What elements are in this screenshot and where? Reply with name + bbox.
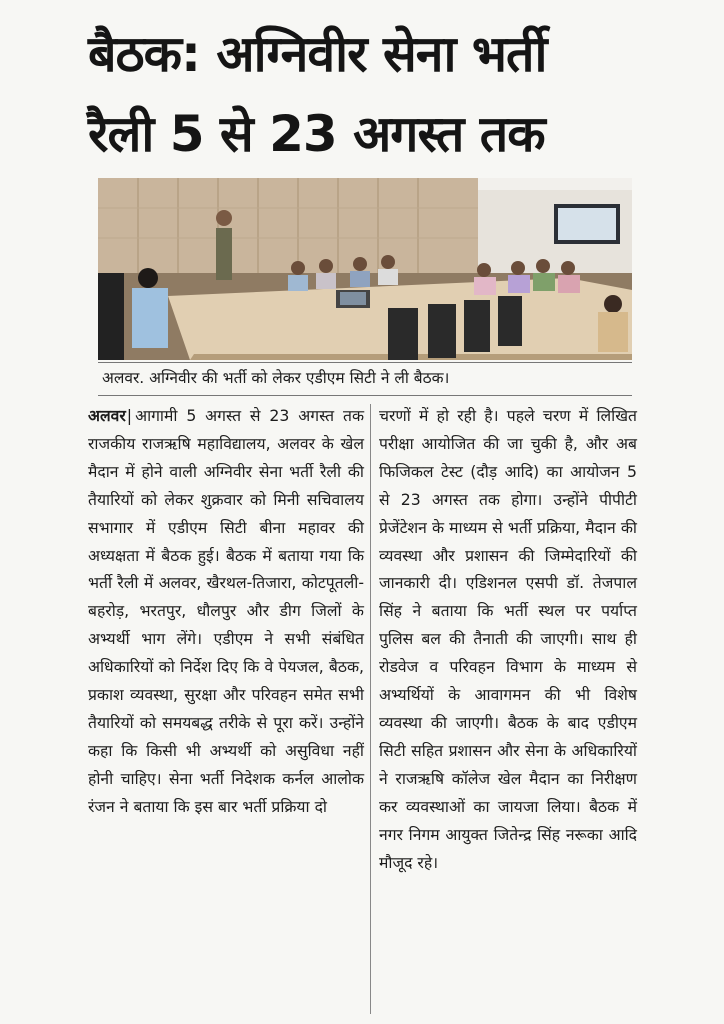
curtains: [98, 178, 478, 273]
caption-bottom-rule: [98, 395, 632, 396]
headline-line-2: रैली 5 से 23 अगस्त तक: [88, 105, 545, 163]
article-text-left: आगामी 5 अगस्त से 23 अगस्त तक राजकीय राजऋषि महाविद्यालय, अलवर के खेल मैदान में होने वाली अग्निवीर सेना भर्ती रैली की तैयारियों को लेकर शुक्रवार को मिनी सचिवालय सभागार में एडीएम सिटी बीना महावर की अध्यक्षता में बैठक हुई। बैठक में बताया गया कि भर्ती रैली में अलवर, खैरथल-तिजारा, कोटपूतली-बहरोड़, भरतपुर, धौलपुर और डीग जिलों के अभ्यर्थी भाग लेंगे। एडीएम ने सभी संबंधित अधिकारियों को निर्देश दिए कि वे पेयजल, बैठक, प्रकाश व्यवस्था, सुरक्षा और परिवहन समेत सभी तैयारियों को समयबद्ध तरीके से पूरा करें। उन्होंने कहा कि किसी भी अभ्यर्थी को असुविधा नहीं होनी चाहिए। सेना भर्ती निदेशक कर्नल आलोक रंजन ने बताया कि इस बार भर्ती प्रक्रिया दो: [88, 406, 364, 816]
ceiling: [478, 178, 632, 190]
meeting-room-illustration: [98, 178, 632, 360]
caption-top-rule: [98, 362, 632, 363]
article-column-left: [88, 402, 364, 821]
article-text-right: चरणों में हो रही है। पहले चरण में लिखित परीक्षा आयोजित की जा चुकी है, और अब फिजिकल टेस्ट (दौड़ आदि) का आयोजन 5 से 23 अगस्त तक होगा। उन्होंने पीपीटी प्रेजेंटेशन के माध्यम से भर्ती प्रक्रिया, मैदान की व्यवस्था और प्रशासन की जिम्मेदारियों की जानकारी दी। एडिशनल एसपी डॉ. तेजपाल सिंह ने बताया कि भर्ती स्थल पर पर्याप्त पुलिस बल की तैनाती की जाएगी। साथ ही रोडवेज व परिवहन विभाग के माध्यम से अभ्यर्थियों के आवागमन की भी विशेष व्यवस्था की जाएगी। बैठक के बाद एडीएम सिटी सहित प्रशासन और सेना के अधिकारियों ने राजऋषि कॉलेज खेल मैदान का निरीक्षण कर व्यवस्थाओं का जायजा लिया। बैठक में नगर निगम आयुक्त जितेन्द्र सिंह नरूका आदि मौजूद रहे।: [379, 406, 637, 872]
dateline: अलवर: [88, 406, 126, 425]
headline-line-1: बैठक: अग्निवीर सेना भर्ती: [88, 25, 547, 83]
column-divider: [370, 404, 371, 1014]
article-column-right: [379, 402, 637, 876]
meeting-photo: [98, 178, 632, 360]
tv-display: [558, 208, 616, 240]
photo-caption: अलवर. अग्निवीर की भर्ती को लेकर एडीएम सिटी ने ली बैठक।: [102, 369, 450, 387]
headline: [88, 14, 648, 174]
dateline-separator: |: [126, 406, 133, 425]
